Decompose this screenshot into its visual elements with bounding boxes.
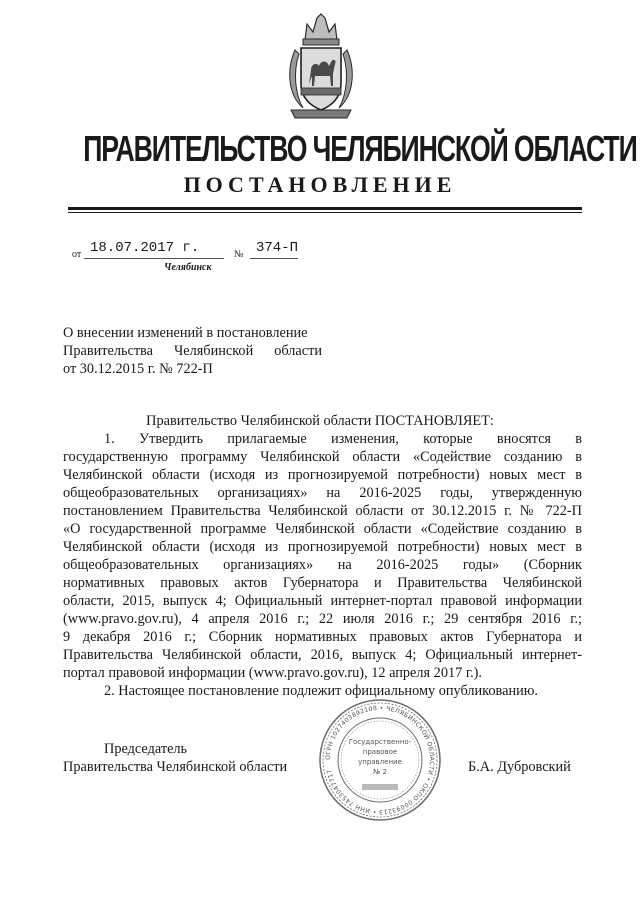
signatory-title-line: Правительства Челябинской области <box>63 759 288 775</box>
seal-center-line: управление <box>358 758 402 766</box>
signatory-name: Б.А. Дубровский <box>468 759 571 775</box>
subject-line: от 30.12.2015 г. № 722-П <box>63 361 213 377</box>
official-seal-stamp <box>318 698 442 822</box>
document-number: 374-П <box>256 240 299 256</box>
seal-center-line: Государственно- <box>348 738 412 746</box>
number-prefix: № <box>234 249 244 260</box>
date-underline <box>84 258 224 259</box>
body-line: Челябинской области (исходя из прогнозируемой потребности) новых мест в <box>63 467 582 483</box>
seal-center-line: правовое <box>362 748 398 756</box>
header-rule-thick <box>68 207 582 210</box>
preamble: Правительство Челябинской области ПОСТАНОВЛЯЕТ: <box>146 413 494 429</box>
government-name: ПРАВИТЕЛЬСТВО ЧЕЛЯБИНСКОЙ ОБЛАСТИ <box>83 128 637 169</box>
city-name: Челябинск <box>164 262 212 273</box>
seal-outer-text: ОГРН 1027403892108 • ЧЕЛЯБИНСКОЙ ОБЛАСТИ • ОКПО 00093213 • ИНН 7453047717 <box>324 704 436 816</box>
body-line: постановлением Правительства Челябинской области от 30.12.2015 г. № 722-П <box>63 503 582 519</box>
subject-line: Правительства Челябинской области <box>63 343 322 359</box>
body-line: общеобразовательных организациях» на 2016-2025 годы, утвержденную <box>63 485 582 501</box>
coat-of-arms-icon <box>283 10 359 122</box>
document-type: ПОСТАНОВЛЕНИЕ <box>183 172 457 197</box>
body-line: 2. Настоящее постановление подлежит официальному опубликованию. <box>104 683 539 699</box>
body-line: Правительства Челябинской области, 2016, выпуск 4; Официальный интернет- <box>63 647 582 663</box>
body-line: портал правовой информации (www.pravo.gov.ru), 12 апреля 2017 г.). <box>63 665 483 681</box>
header-rule-thin <box>68 212 582 213</box>
signatory-title-line: Председатель <box>104 741 188 757</box>
body-line: 9 декабря 2016 г.; Сборник нормативных правовых актов Губернатора и <box>63 629 582 645</box>
seal-center-line: № 2 <box>373 768 387 776</box>
body-line: общеобразовательных организациях» на 2016-2025 годы» (Сборник <box>63 557 582 573</box>
subject-line: О внесении изменений в постановление <box>63 325 308 341</box>
document-date: 18.07.2017 г. <box>90 240 200 256</box>
number-underline <box>250 258 298 259</box>
body-line: нормативных правовых актов Губернатора и Правительства Челябинской <box>63 575 582 591</box>
body-line: «О государственной программе Челябинской области «Содействие созданию в <box>63 521 582 537</box>
body-line: Челябинской области (исходя из прогнозируемой потребности) новых мест в <box>63 539 582 555</box>
body-line: государственную программу Челябинской области «Содействие созданию в <box>63 449 582 465</box>
body-line: области, 2015, выпуск 4; Официальный интернет-портал правовой информации <box>63 593 582 609</box>
date-prefix: от <box>72 249 82 260</box>
body-line: (www.pravo.gov.ru), 4 апреля 2016 г.; 22 июля 2016 г.; 29 сентября 2016 г.; <box>63 611 582 627</box>
body-line: 1. Утвердить прилагаемые изменения, которые вносятся в <box>104 431 582 447</box>
